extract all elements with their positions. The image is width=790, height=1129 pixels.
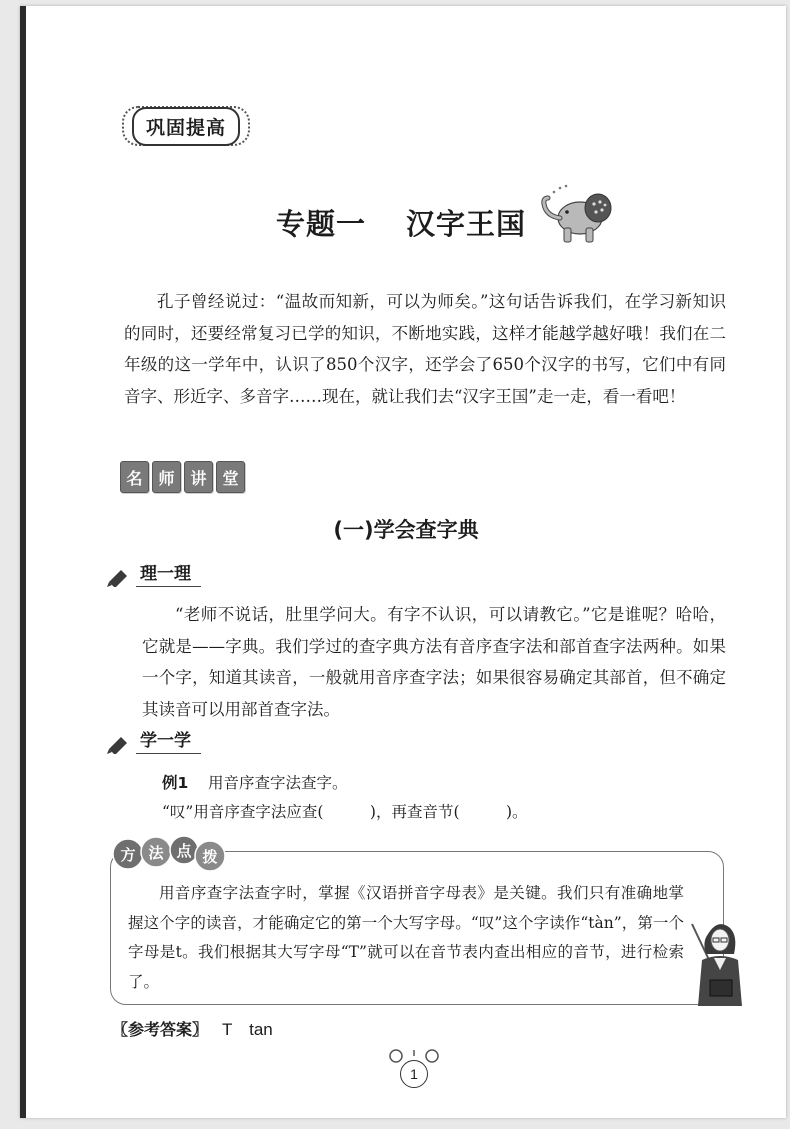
- topic-name: 汉字王国: [406, 206, 527, 241]
- intro-paragraph: 孔子曾经说过：“温故而知新，可以为师矣。”这句话告诉我们，在学习新知识的同时，还要经常复习已学的知识，不断地实践，这样才能越学越好哦！我们在二年级的这一学年中，认识了850个汉字，还学会了650个汉字的书写，它们中有同音字、形近字、多音字……现在，就让我们去“汉字王国”走一走，看一看吧！: [124, 292, 726, 406]
- subheading-sort: [106, 563, 201, 587]
- method-text: 用音序查字法查字时，掌握《汉语拼音字母表》是关键。我们只有准确地掌握这个字的读音，才能确定它的第一个大写字母。“叹”这个字读作“tàn”，第一个字母是t。我们根据其大写字母“T”就可以在音节表内查出相应的音节，进行检索了。: [128, 884, 684, 991]
- topic-number: 专题一: [276, 206, 367, 241]
- lecture-tiles: [120, 461, 245, 495]
- section-badge: [122, 106, 250, 146]
- example-text: 用音序查字法查字。: [208, 774, 348, 792]
- method-badge: [110, 834, 230, 874]
- lesson-title: (一)学会查字典: [333, 518, 479, 542]
- page-number-badge: [384, 1046, 444, 1096]
- workbook-page: [20, 6, 786, 1118]
- example-label: 例1: [162, 774, 189, 792]
- lecture-tile: 名: [120, 461, 149, 493]
- section-badge-label: 巩固提高: [132, 107, 240, 146]
- method-badge-char: 方: [120, 846, 136, 864]
- example-line: [162, 771, 348, 793]
- lecture-tile: 讲: [184, 461, 213, 493]
- method-badge-char: 法: [148, 844, 164, 862]
- elephant-icon: [536, 182, 616, 248]
- method-badge-char: 拨: [202, 848, 218, 866]
- answer-line: [112, 1015, 273, 1040]
- answer-label: 〖参考答案〗: [112, 1020, 209, 1039]
- subheading-label: 理一理: [136, 559, 201, 587]
- sort-paragraph: “老师不说话，肚里学问大。有字不认识，可以请教它。”它是谁呢？哈哈，它就是——字典。我们学过的查字典方法有音序查字法和部首查字法两种。如果一个字，知道其读音，一般就用音序查字法；如果很容易确定其部首，但不确定其读音可以用部首查字法。: [142, 605, 726, 719]
- lecture-tile: 师: [152, 461, 181, 493]
- page-number: 1: [400, 1060, 428, 1088]
- subheading-learn: [106, 730, 201, 754]
- example-question: “叹”用音序查字法应查( )，再查音节( )。: [162, 803, 528, 821]
- teacher-icon: [690, 914, 746, 1006]
- method-badge-char: 点: [176, 842, 192, 860]
- pencil-icon: [106, 734, 132, 754]
- answer-value: T tan: [222, 1020, 273, 1039]
- lecture-tile: 堂: [216, 461, 245, 493]
- pencil-icon: [106, 567, 132, 587]
- subheading-label: 学一学: [136, 726, 201, 754]
